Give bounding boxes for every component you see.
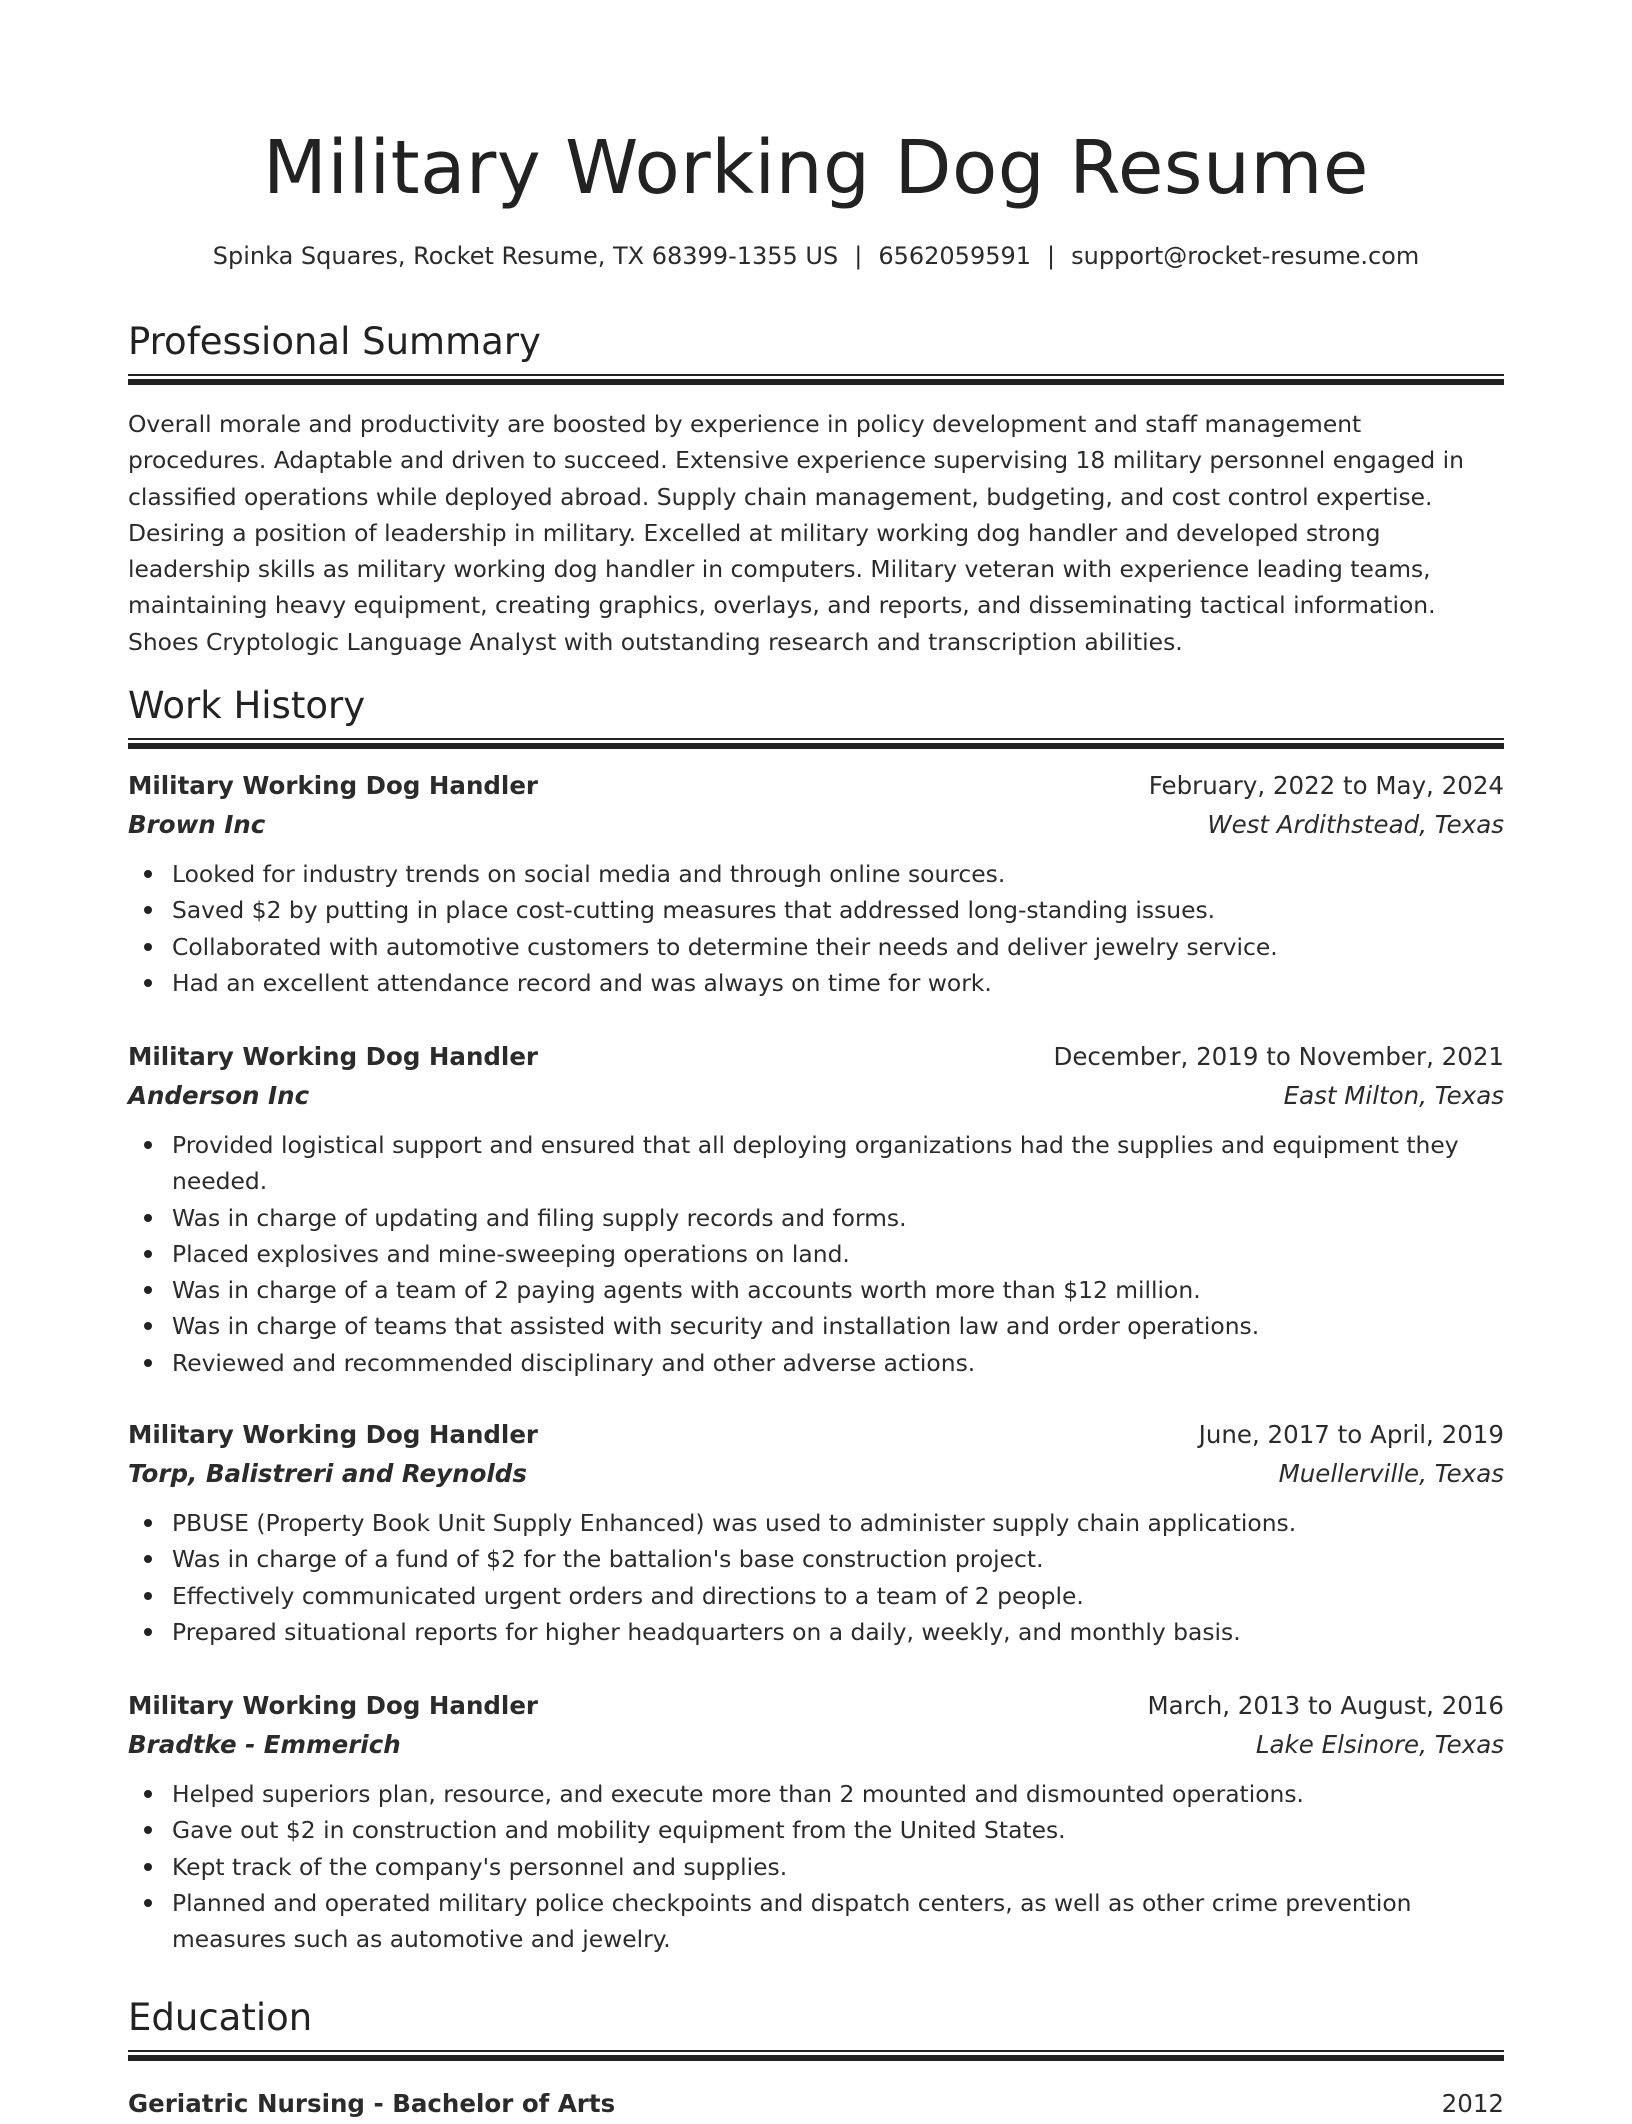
job-bullet (128, 929, 1504, 965)
bullet-text: Looked for industry trends on social media and through online sources. (172, 860, 1006, 888)
job-header (128, 1037, 1504, 1076)
job-bullet (128, 1505, 1504, 1541)
job-location: West Ardithstead, Texas (1207, 810, 1504, 839)
bullet-icon (144, 1519, 152, 1527)
job-header (128, 766, 1504, 805)
job-location: Muellerville, Texas (1278, 1459, 1504, 1488)
bullet-icon (144, 1250, 152, 1258)
contact-phone: 6562059591 (878, 242, 1032, 270)
job-bullets (128, 856, 1504, 1001)
job-bullet (128, 1541, 1504, 1577)
contact-separator: | (1047, 242, 1056, 270)
job-entry (128, 1037, 1504, 1381)
job-subheader (128, 805, 1504, 844)
job-bullet (128, 1849, 1504, 1885)
job-title: Military Working Dog Handler (128, 1691, 539, 1720)
bullet-icon (144, 1359, 152, 1367)
summary-text: Overall morale and productivity are boosted by experience in policy development and staff management procedures. Adaptable and driven to succeed. Extensive experience supervising 18 military personnel engaged in classified operations while deployed abroad. Supply chain management, budgeting, and cost control expertise. Desiring a position of leadership in military. Excelled at military working dog handler and developed strong leadership skills as military working dog handler in computers. Military veteran with experience leading teams, maintaining heavy equipment, creating graphics, overlays, and reports, and disseminating tactical information. Shoes Cryptologic Language Analyst with outstanding research and transcription abilities. (128, 410, 1464, 656)
work-history-heading: Work History (128, 684, 366, 727)
job-bullet (128, 856, 1504, 892)
bullet-icon (144, 943, 152, 951)
education-heading: Education (128, 1996, 313, 2039)
job-title: Military Working Dog Handler (128, 1042, 539, 1071)
job-bullet (128, 1127, 1504, 1200)
bullet-text: Was in charge of updating and filing supply records and forms. (172, 1203, 907, 1232)
job-subheader (128, 1454, 1504, 1493)
education-year: 2012 (1441, 2089, 1504, 2118)
bullet-text: PBUSE (Property Book Unit Supply Enhanced) was used to administer supply chain applications. (172, 1509, 1297, 1537)
bullet-text: Was in charge of a team of 2 paying agents with accounts worth more than $12 million. (172, 1276, 1201, 1305)
bullet-icon (144, 1322, 152, 1330)
job-bullet (128, 1236, 1504, 1272)
job-bullet (128, 1200, 1504, 1236)
job-location: Lake Elsinore, Texas (1255, 1730, 1504, 1759)
bullet-text: Prepared situational reports for higher headquarters on a daily, weekly, and monthly basis. (172, 1617, 1241, 1646)
bullet-icon (144, 1286, 152, 1294)
bullet-text: Was in charge of a fund of $2 for the battalion's base construction project. (172, 1545, 1044, 1574)
job-bullet (128, 1272, 1504, 1308)
bullet-text: Gave out $2 in construction and mobility equipment from the United States. (172, 1816, 1066, 1845)
section-divider (128, 738, 1504, 750)
job-bullet (128, 1578, 1504, 1614)
education-entry (128, 2084, 1504, 2124)
job-entry (128, 1415, 1504, 1650)
bullet-text: Helped superiors plan, resource, and execute more than 2 mounted and dismounted operations. (172, 1780, 1304, 1808)
resume-title: Military Working Dog Resume (263, 125, 1369, 211)
job-company: Brown Inc (128, 810, 266, 839)
bullet-text: Had an excellent attendance record and was always on time for work. (172, 968, 992, 997)
bullet-text: Collaborated with automotive customers to determine their needs and deliver jewelry service. (172, 932, 1278, 961)
bullet-text: Saved $2 by putting in place cost-cutting measures that addressed long-standing issues. (172, 896, 1216, 925)
job-entry (128, 1686, 1504, 1957)
bullet-icon (144, 870, 152, 878)
job-bullet (128, 1308, 1504, 1344)
bullet-text: Was in charge of teams that assisted with security and installation law and order operations. (172, 1312, 1260, 1341)
job-title: Military Working Dog Handler (128, 1420, 539, 1449)
bullet-icon (144, 1141, 152, 1149)
contact-address: Spinka Squares, Rocket Resume, TX 68399-1355 US (212, 242, 839, 270)
bullet-text: Planned and operated military police checkpoints and dispatch centers, as well as other crime prevention measures such as automotive and jewelry. (172, 1888, 1412, 1954)
bullet-icon (144, 1899, 152, 1907)
bullet-text: Placed explosives and mine-sweeping operations on land. (172, 1239, 850, 1268)
resume-page (128, 0, 1504, 2118)
bullet-icon (144, 1628, 152, 1636)
bullet-text: Effectively communicated urgent orders and directions to a team of 2 people. (172, 1581, 1084, 1610)
bullet-icon (144, 1826, 152, 1834)
job-company: Torp, Balistreri and Reynolds (128, 1459, 527, 1488)
bullet-icon (144, 979, 152, 987)
job-title: Military Working Dog Handler (128, 771, 539, 800)
job-company: Anderson Inc (128, 1081, 310, 1110)
contact-separator: | (854, 242, 863, 270)
job-dates: March, 2013 to August, 2016 (1147, 1691, 1504, 1720)
job-dates: December, 2019 to November, 2021 (1053, 1042, 1504, 1071)
job-bullet (128, 1812, 1504, 1848)
contact-email: support@rocket-resume.com (1071, 242, 1420, 270)
section-divider (128, 374, 1504, 386)
job-bullet (128, 1776, 1504, 1812)
job-entry (128, 766, 1504, 1001)
bullet-icon (144, 1592, 152, 1600)
bullet-icon (144, 1555, 152, 1563)
bullet-icon (144, 1790, 152, 1798)
job-bullet (128, 1885, 1504, 1958)
summary-heading: Professional Summary (128, 320, 541, 363)
bullet-text: Reviewed and recommended disciplinary and other adverse actions. (172, 1348, 976, 1377)
bullet-icon (144, 906, 152, 914)
job-dates: February, 2022 to May, 2024 (1148, 771, 1504, 800)
job-subheader (128, 1725, 1504, 1764)
job-location: East Milton, Texas (1283, 1081, 1504, 1110)
job-bullets (128, 1127, 1504, 1381)
job-bullet (128, 1345, 1504, 1381)
bullet-text: Provided logistical support and ensured that all deploying organizations had the supplies and equipment they needed. (172, 1131, 1459, 1196)
job-bullets (128, 1505, 1504, 1650)
bullet-icon (144, 1214, 152, 1222)
job-bullets (128, 1776, 1504, 1957)
job-header (128, 1415, 1504, 1454)
contact-line (128, 238, 1504, 274)
job-subheader (128, 1076, 1504, 1115)
job-bullet (128, 1614, 1504, 1650)
job-bullet (128, 965, 1504, 1001)
job-header (128, 1686, 1504, 1725)
job-company: Bradtke - Emmerich (128, 1730, 401, 1759)
job-dates: June, 2017 to April, 2019 (1198, 1420, 1504, 1449)
bullet-icon (144, 1863, 152, 1871)
education-degree: Geriatric Nursing - Bachelor of Arts (128, 2089, 616, 2118)
job-bullet (128, 892, 1504, 928)
section-divider (128, 2050, 1504, 2062)
bullet-text: Kept track of the company's personnel and supplies. (172, 1852, 788, 1881)
